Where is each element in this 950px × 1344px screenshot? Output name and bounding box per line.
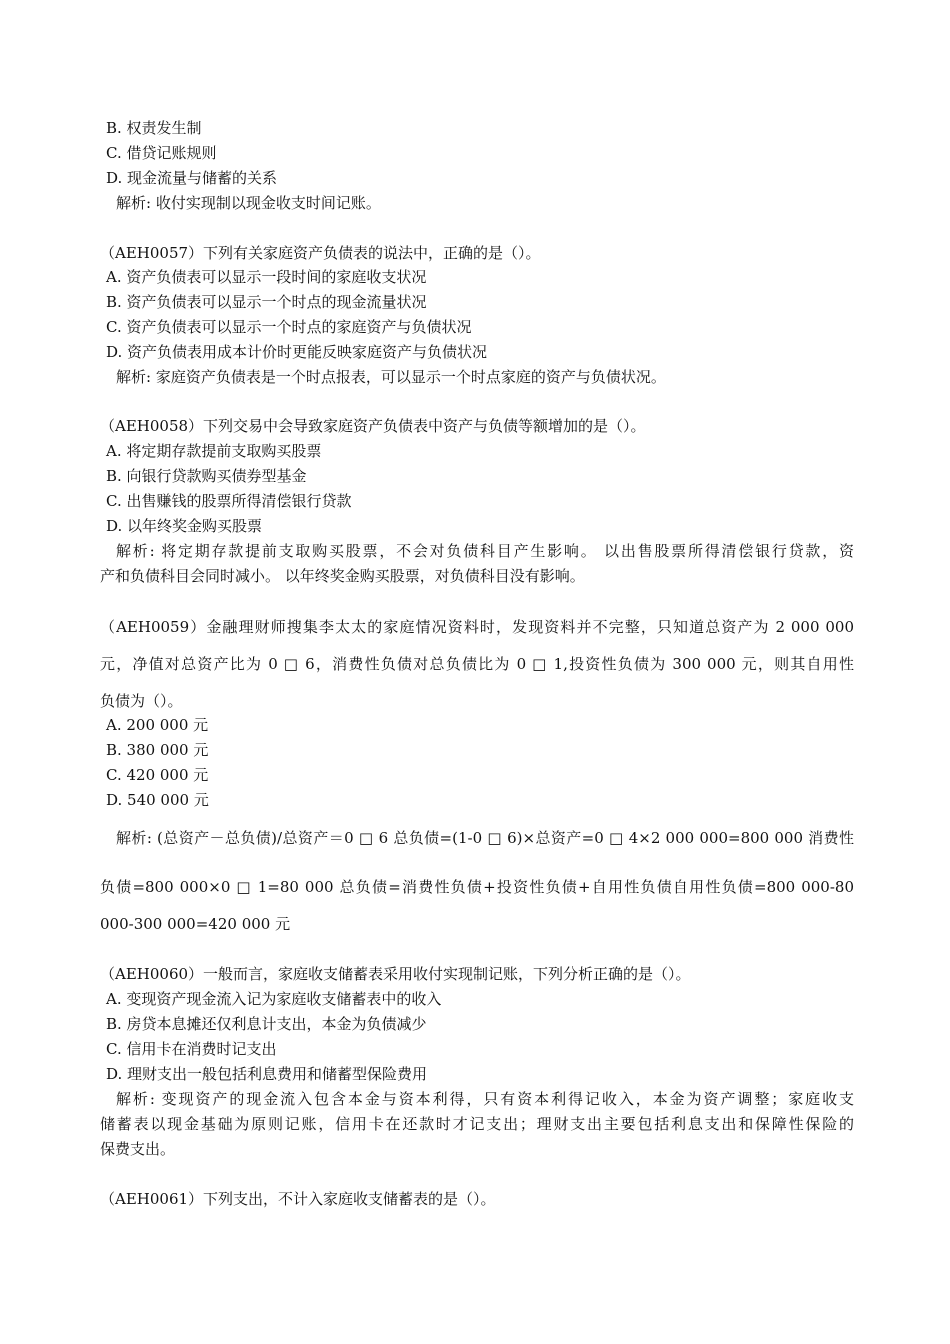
question-stem-continued: 负债为（）。 (100, 692, 183, 710)
question-stem-aeh0059: （AEH0059）金融理财师搜集李太太的家庭情况资料时，发现资料并不完整，只知道总资产为 2 000 000 (100, 618, 854, 636)
option-c: C. 资产负债表可以显示一个时点的家庭资产与负债状况 (106, 318, 472, 336)
option-b: B. 向银行贷款购买债券型基金 (106, 467, 307, 485)
question-stem-continued: 元，净值对总资产比为 0 □ 6，消费性负债对总负债比为 0 □ 1,投资性负债为 300 000 元，则其自用性 (100, 655, 854, 673)
analysis-text-continued: 000-300 000=420 000 元 (100, 915, 291, 933)
option-a: A. 将定期存款提前支取购买股票 (106, 442, 322, 460)
option-b: B. 权责发生制 (106, 119, 202, 137)
analysis-text: 解析: 变现资产的现金流入包含本金与资本利得，只有资本利得记收入，本金为资产调整；家庭收支 (116, 1090, 854, 1108)
analysis-text-continued: 储蓄表以现金基础为原则记账，信用卡在还款时才记支出；理财支出主要包括利息支出和保障性保险的 (100, 1115, 854, 1133)
analysis-text-continued: 保费支出。 (100, 1140, 176, 1158)
analysis-text: 解析: (总资产－总负债)/总资产＝0 □ 6 总负债=(1-0 □ 6)×总资产=0 □ 4×2 000 000=800 000 消费性 (116, 829, 854, 847)
option-d: D. 理财支出一般包括利息费用和储蓄型保险费用 (106, 1065, 428, 1083)
option-d: D. 以年终奖金购买股票 (106, 517, 263, 535)
option-c: C. 出售赚钱的股票所得清偿银行贷款 (106, 492, 352, 510)
analysis-text: 解析: 将定期存款提前支取购买股票，不会对负债科目产生影响。 以出售股票所得清偿银行贷款，资 (116, 542, 854, 560)
option-d: D. 现金流量与储蓄的关系 (106, 169, 278, 187)
analysis-text-continued: 产和负债科目会同时减小。 以年终奖金购买股票，对负债科目没有影响。 (100, 567, 585, 585)
option-a: A. 资产负债表可以显示一段时间的家庭收支状况 (106, 268, 427, 286)
option-a: A. 200 000 元 (106, 716, 209, 734)
analysis-text: 解析: 家庭资产负债表是一个时点报表，可以显示一个时点家庭的资产与负债状况。 (116, 368, 666, 386)
option-a: A. 变现资产现金流入记为家庭收支储蓄表中的收入 (106, 990, 442, 1008)
option-d: D. 540 000 元 (106, 791, 209, 809)
option-b: B. 房贷本息摊还仅利息计支出，本金为负债减少 (106, 1015, 427, 1033)
option-c: C. 信用卡在消费时记支出 (106, 1040, 277, 1058)
question-stem-aeh0058: （AEH0058）下列交易中会导致家庭资产负债表中资产与负债等额增加的是（）。 (100, 417, 646, 435)
option-c: C. 420 000 元 (106, 766, 209, 784)
question-stem-aeh0060: （AEH0060）一般而言，家庭收支储蓄表采用收付实现制记账，下列分析正确的是（）。 (100, 965, 691, 983)
question-stem-aeh0061: （AEH0061）下列支出，不计入家庭收支储蓄表的是（）。 (100, 1190, 496, 1208)
analysis-text-continued: 负债=800 000×0 □ 1=80 000 总负债=消费性负债+投资性负债+自用性负债自用性负债=800 000-80 (100, 878, 854, 896)
option-b: B. 380 000 元 (106, 741, 209, 759)
option-b: B. 资产负债表可以显示一个时点的现金流量状况 (106, 293, 427, 311)
question-stem-aeh0057: （AEH0057）下列有关家庭资产负债表的说法中，正确的是（）。 (100, 244, 541, 262)
option-c: C. 借贷记账规则 (106, 144, 217, 162)
analysis-text: 解析: 收付实现制以现金收支时间记账。 (116, 194, 381, 212)
option-d: D. 资产负债表用成本计价时更能反映家庭资产与负债状况 (106, 343, 488, 361)
